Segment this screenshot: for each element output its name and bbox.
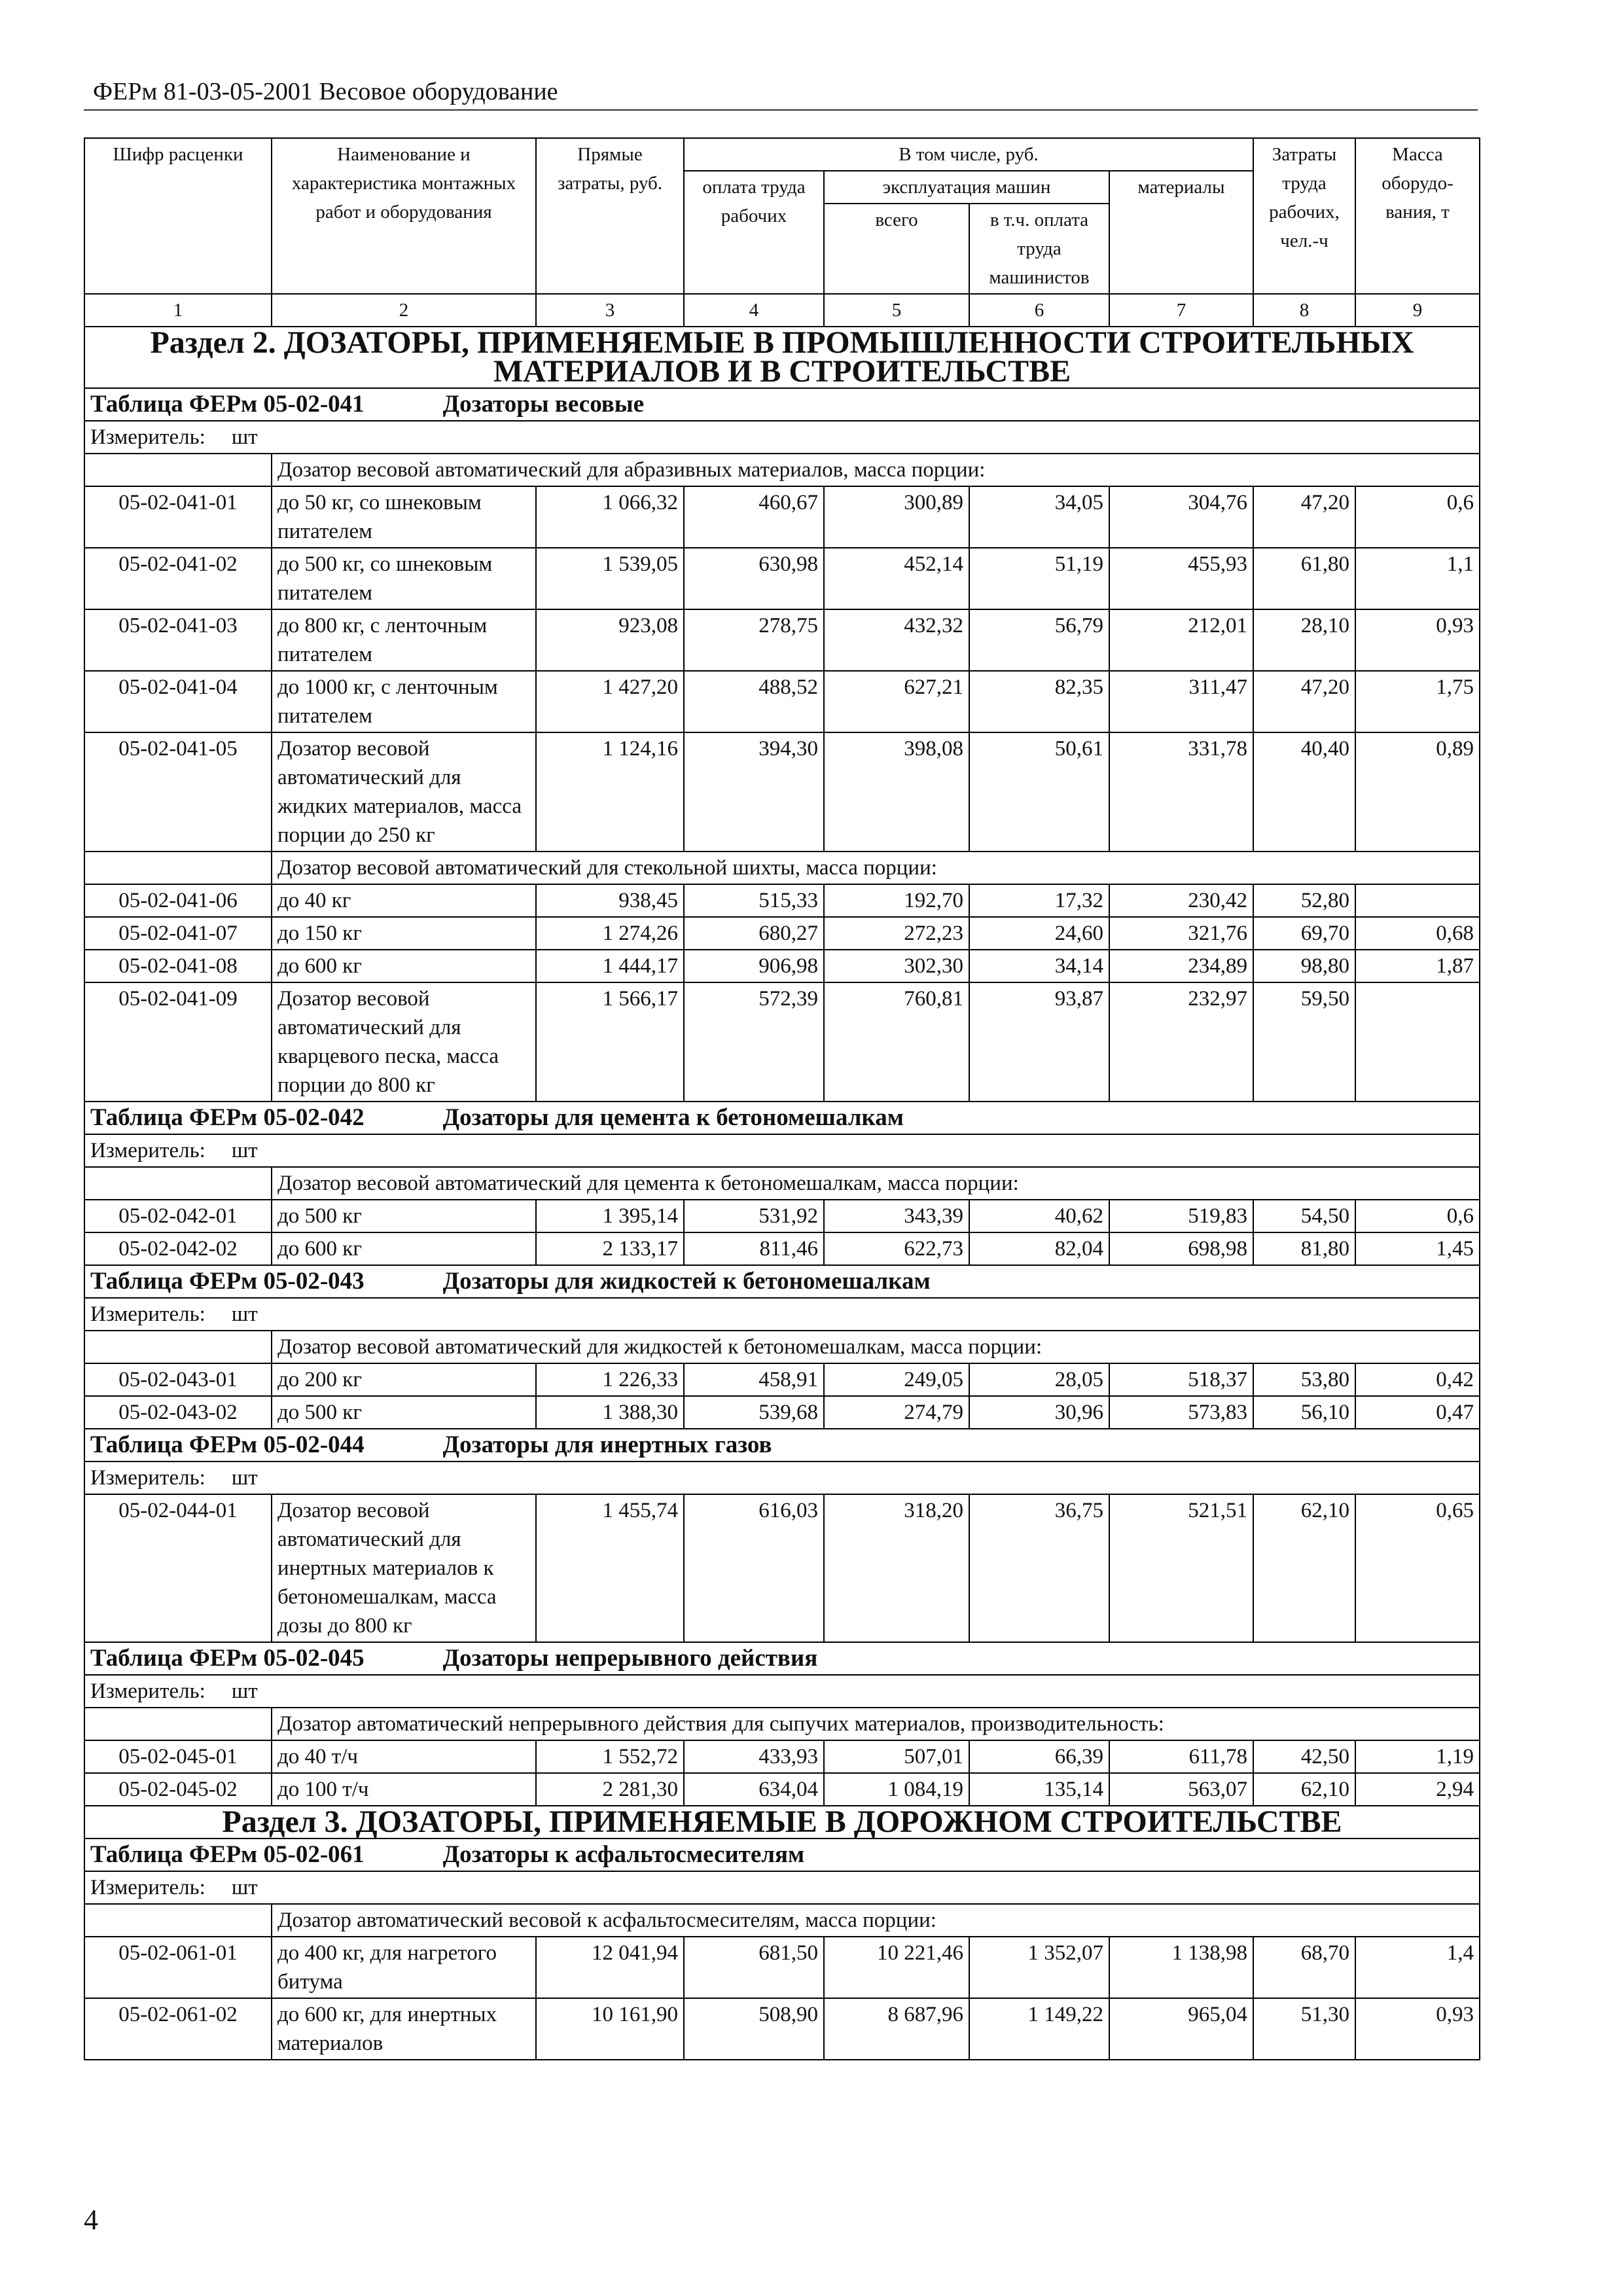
labor-hours-cell: 54,50 [1253,1200,1355,1232]
direct-costs-cell: 1 427,20 [536,671,684,732]
group-empty-cell [84,1904,272,1937]
table-heading [84,1839,1480,1871]
labor-hours-cell: 56,10 [1253,1396,1355,1429]
work-name-cell: Дозатор весовой автоматический для инертных материалов к бетономешалкам, масса дозы до 800 кг [272,1494,536,1642]
col-header-code: Шифр расценки [84,138,272,294]
equipment-mass-cell [1355,982,1480,1102]
col-header-name: Наименование и характеристика монтажных работ и оборудования [272,138,536,294]
work-name-cell: Дозатор весовой автоматический для кварцевого песка, масса порции до 800 кг [272,982,536,1102]
group-empty-cell [84,1167,272,1200]
materials-cell: 304,76 [1109,486,1253,548]
materials-cell: 331,78 [1109,732,1253,852]
group-description: Дозатор автоматический весовой к асфальтосмесителям, масса порции: [272,1904,1480,1937]
machine-total-cell: 318,20 [824,1494,969,1642]
direct-costs-cell: 1 455,74 [536,1494,684,1642]
table-row [84,950,1480,982]
operators-pay-cell: 40,62 [969,1200,1109,1232]
machine-total-cell: 452,14 [824,548,969,609]
work-name-cell: до 600 кг, для инертных материалов [272,1998,536,2060]
measure-row [84,1675,1480,1708]
workers-pay-cell: 906,98 [684,950,824,982]
table-row [84,884,1480,917]
table-row [84,486,1480,548]
equipment-mass-cell: 1,19 [1355,1740,1480,1773]
measure-unit: шт [231,1302,258,1326]
machine-total-cell: 432,32 [824,609,969,671]
table-heading [84,1265,1480,1298]
table-caption: Дозаторы к асфальтосмесителям [442,1841,805,1868]
column-number: 2 [272,294,536,327]
materials-cell: 455,93 [1109,548,1253,609]
operators-pay-cell: 1 352,07 [969,1937,1109,1998]
direct-costs-cell: 1 395,14 [536,1200,684,1232]
operators-pay-cell: 82,04 [969,1232,1109,1265]
group-description: Дозатор весовой автоматический для цемента к бетономешалкам, масса порции: [272,1167,1480,1200]
direct-costs-cell: 1 124,16 [536,732,684,852]
table-heading-row [84,1429,1480,1462]
machine-total-cell: 272,23 [824,917,969,950]
column-number: 7 [1109,294,1253,327]
column-number: 5 [824,294,969,327]
measure-cell [84,1134,1480,1167]
operators-pay-cell: 66,39 [969,1740,1109,1773]
table-row [84,1998,1480,2060]
work-name-cell: до 200 кг [272,1363,536,1396]
direct-costs-cell: 1 274,26 [536,917,684,950]
equipment-mass-cell: 1,45 [1355,1232,1480,1265]
rate-code-cell: 05-02-041-09 [84,982,272,1102]
direct-costs-cell: 1 444,17 [536,950,684,982]
workers-pay-cell: 458,91 [684,1363,824,1396]
labor-hours-cell: 81,80 [1253,1232,1355,1265]
operators-pay-cell: 28,05 [969,1363,1109,1396]
group-row [84,1167,1480,1200]
column-number: 8 [1253,294,1355,327]
table-code: Таблица ФЕРм 05-02-042 [90,1104,365,1131]
operators-pay-cell: 36,75 [969,1494,1109,1642]
table-row [84,609,1480,671]
measure-label: Измеритель: [90,1679,205,1703]
measure-cell [84,421,1480,454]
labor-hours-cell: 51,30 [1253,1998,1355,2060]
machine-total-cell: 10 221,46 [824,1937,969,1998]
work-name-cell: до 500 кг [272,1396,536,1429]
section-title: Раздел 2. ДОЗАТОРЫ, ПРИМЕНЯЕМЫЕ В ПРОМЫШЛЕННОСТИ СТРОИТЕЛЬНЫХ МАТЕРИАЛОВ И В СТРОИТЕЛЬСТВЕ [84,327,1480,388]
rate-code-cell: 05-02-041-07 [84,917,272,950]
equipment-mass-cell: 0,68 [1355,917,1480,950]
col-header-workers-pay: оплата труда рабочих [684,171,824,294]
table-row [84,1740,1480,1773]
materials-cell: 232,97 [1109,982,1253,1102]
direct-costs-cell: 10 161,90 [536,1998,684,2060]
group-description: Дозатор автоматический непрерывного действия для сыпучих материалов, производительность: [272,1708,1480,1740]
measure-unit: шт [231,1876,258,1899]
equipment-mass-cell: 0,6 [1355,1200,1480,1232]
equipment-mass-cell: 0,89 [1355,732,1480,852]
work-name-cell: Дозатор весовой автоматический для жидких материалов, масса порции до 250 кг [272,732,536,852]
direct-costs-cell: 938,45 [536,884,684,917]
labor-hours-cell: 47,20 [1253,671,1355,732]
workers-pay-cell: 531,92 [684,1200,824,1232]
machine-total-cell: 627,21 [824,671,969,732]
measure-unit: шт [231,425,258,449]
machine-total-cell: 760,81 [824,982,969,1102]
group-empty-cell [84,1331,272,1363]
equipment-mass-cell: 0,42 [1355,1363,1480,1396]
equipment-mass-cell: 1,1 [1355,548,1480,609]
measure-row [84,1134,1480,1167]
table-row [84,982,1480,1102]
workers-pay-cell: 508,90 [684,1998,824,2060]
direct-costs-cell: 1 066,32 [536,486,684,548]
page-header: ФЕРм 81-03-05-2001 Весовое оборудование [93,78,558,105]
labor-hours-cell: 98,80 [1253,950,1355,982]
machine-total-cell: 192,70 [824,884,969,917]
workers-pay-cell: 681,50 [684,1937,824,1998]
table-caption: Дозаторы для инертных газов [442,1431,772,1458]
equipment-mass-cell: 0,93 [1355,609,1480,671]
work-name-cell: до 400 кг, для нагретого битума [272,1937,536,1998]
group-empty-cell [84,454,272,486]
workers-pay-cell: 811,46 [684,1232,824,1265]
table-code: Таблица ФЕРм 05-02-044 [90,1431,365,1458]
table-code: Таблица ФЕРм 05-02-061 [90,1841,365,1868]
measure-unit: шт [231,1466,258,1490]
rate-code-cell: 05-02-041-05 [84,732,272,852]
table-row [84,671,1480,732]
group-description: Дозатор весовой автоматический для стекольной шихты, масса порции: [272,852,1480,884]
machine-total-cell: 302,30 [824,950,969,982]
table-heading [84,388,1480,421]
equipment-mass-cell: 1,4 [1355,1937,1480,1998]
table-code: Таблица ФЕРм 05-02-045 [90,1645,365,1672]
equipment-mass-cell: 1,75 [1355,671,1480,732]
workers-pay-cell: 278,75 [684,609,824,671]
machine-total-cell: 507,01 [824,1740,969,1773]
rate-code-cell: 05-02-045-02 [84,1773,272,1806]
column-number-row [84,294,1480,327]
table-row [84,548,1480,609]
rate-code-cell: 05-02-041-02 [84,548,272,609]
work-name-cell: до 600 кг [272,950,536,982]
labor-hours-cell: 59,50 [1253,982,1355,1102]
operators-pay-cell: 93,87 [969,982,1109,1102]
table-heading-row [84,1839,1480,1871]
group-row [84,1331,1480,1363]
labor-hours-cell: 47,20 [1253,486,1355,548]
table-row [84,1396,1480,1429]
operators-pay-cell: 1 149,22 [969,1998,1109,2060]
workers-pay-cell: 539,68 [684,1396,824,1429]
work-name-cell: до 500 кг, со шнековым питателем [272,548,536,609]
rate-code-cell: 05-02-061-02 [84,1998,272,2060]
materials-cell: 521,51 [1109,1494,1253,1642]
operators-pay-cell: 82,35 [969,671,1109,732]
workers-pay-cell: 460,67 [684,486,824,548]
column-number: 3 [536,294,684,327]
work-name-cell: до 40 кг [272,884,536,917]
measure-cell [84,1675,1480,1708]
operators-pay-cell: 34,14 [969,950,1109,982]
materials-cell: 563,07 [1109,1773,1253,1806]
materials-cell: 519,83 [1109,1200,1253,1232]
table-heading [84,1429,1480,1462]
materials-cell: 230,42 [1109,884,1253,917]
equipment-mass-cell [1355,884,1480,917]
measure-label: Измеритель: [90,1466,205,1490]
work-name-cell: до 50 кг, со шнековым питателем [272,486,536,548]
column-number: 9 [1355,294,1480,327]
materials-cell: 212,01 [1109,609,1253,671]
materials-cell: 518,37 [1109,1363,1253,1396]
workers-pay-cell: 515,33 [684,884,824,917]
labor-hours-cell: 61,80 [1253,548,1355,609]
machine-total-cell: 274,79 [824,1396,969,1429]
machine-total-cell: 343,39 [824,1200,969,1232]
work-name-cell: до 100 т/ч [272,1773,536,1806]
page-number: 4 [84,2204,98,2236]
table-caption: Дозаторы непрерывного действия [442,1645,818,1672]
rate-code-cell: 05-02-041-06 [84,884,272,917]
operators-pay-cell: 56,79 [969,609,1109,671]
materials-cell: 573,83 [1109,1396,1253,1429]
col-header-machine-operation: эксплуатация машин [824,171,1109,204]
group-row [84,1904,1480,1937]
machine-total-cell: 8 687,96 [824,1998,969,2060]
machine-total-cell: 1 084,19 [824,1773,969,1806]
work-name-cell: до 500 кг [272,1200,536,1232]
measure-cell [84,1871,1480,1904]
group-row [84,454,1480,486]
table-heading [84,1642,1480,1675]
workers-pay-cell: 488,52 [684,671,824,732]
col-header-direct-costs: Прямые затраты, руб. [536,138,684,294]
column-number: 6 [969,294,1109,327]
measure-label: Измеритель: [90,1302,205,1326]
measure-row [84,1871,1480,1904]
workers-pay-cell: 433,93 [684,1740,824,1773]
equipment-mass-cell: 0,93 [1355,1998,1480,2060]
workers-pay-cell: 572,39 [684,982,824,1102]
price-table [84,137,1480,2060]
workers-pay-cell: 394,30 [684,732,824,852]
operators-pay-cell: 51,19 [969,548,1109,609]
rate-code-cell: 05-02-042-02 [84,1232,272,1265]
operators-pay-cell: 135,14 [969,1773,1109,1806]
measure-label: Измеритель: [90,425,205,449]
materials-cell: 965,04 [1109,1998,1253,2060]
table-row [84,1200,1480,1232]
section-row [84,1806,1480,1839]
direct-costs-cell: 1 388,30 [536,1396,684,1429]
column-number: 4 [684,294,824,327]
operators-pay-cell: 34,05 [969,486,1109,548]
machine-total-cell: 249,05 [824,1363,969,1396]
labor-hours-cell: 42,50 [1253,1740,1355,1773]
measure-cell [84,1462,1480,1494]
measure-row [84,421,1480,454]
header-rule [84,109,1478,111]
work-name-cell: до 800 кг, с ленточным питателем [272,609,536,671]
table-row [84,732,1480,852]
col-header-operators-pay: в т.ч. оплата труда машинистов [969,204,1109,294]
labor-hours-cell: 40,40 [1253,732,1355,852]
rate-code-cell: 05-02-061-01 [84,1937,272,1998]
table-heading-row [84,1265,1480,1298]
rate-code-cell: 05-02-043-02 [84,1396,272,1429]
labor-hours-cell: 28,10 [1253,609,1355,671]
table-row [84,1232,1480,1265]
direct-costs-cell: 1 539,05 [536,548,684,609]
measure-row [84,1298,1480,1331]
group-empty-cell [84,852,272,884]
direct-costs-cell: 2 133,17 [536,1232,684,1265]
col-header-materials: материалы [1109,171,1253,294]
direct-costs-cell: 12 041,94 [536,1937,684,1998]
labor-hours-cell: 62,10 [1253,1773,1355,1806]
labor-hours-cell: 53,80 [1253,1363,1355,1396]
direct-costs-cell: 1 552,72 [536,1740,684,1773]
measure-label: Измеритель: [90,1139,205,1162]
table-caption: Дозаторы для жидкостей к бетономешалкам [442,1268,931,1295]
operators-pay-cell: 17,32 [969,884,1109,917]
measure-unit: шт [231,1139,258,1162]
equipment-mass-cell: 0,65 [1355,1494,1480,1642]
table-row [84,1773,1480,1806]
table-heading [84,1102,1480,1134]
rate-code-cell: 05-02-041-03 [84,609,272,671]
machine-total-cell: 622,73 [824,1232,969,1265]
materials-cell: 234,89 [1109,950,1253,982]
direct-costs-cell: 923,08 [536,609,684,671]
equipment-mass-cell: 0,47 [1355,1396,1480,1429]
measure-label: Измеритель: [90,1876,205,1899]
equipment-mass-cell: 2,94 [1355,1773,1480,1806]
equipment-mass-cell: 0,6 [1355,486,1480,548]
table-row [84,1937,1480,1998]
table-code: Таблица ФЕРм 05-02-041 [90,391,365,418]
operators-pay-cell: 50,61 [969,732,1109,852]
materials-cell: 311,47 [1109,671,1253,732]
measure-unit: шт [231,1679,258,1703]
group-empty-cell [84,1708,272,1740]
materials-cell: 321,76 [1109,917,1253,950]
machine-total-cell: 300,89 [824,486,969,548]
work-name-cell: до 1000 кг, с ленточным питателем [272,671,536,732]
workers-pay-cell: 630,98 [684,548,824,609]
col-header-mass: Масса оборудо-вания, т [1355,138,1480,294]
table-row [84,1494,1480,1642]
workers-pay-cell: 680,27 [684,917,824,950]
col-header-labor-costs: Затраты труда рабочих, чел.-ч [1253,138,1355,294]
rate-code-cell: 05-02-043-01 [84,1363,272,1396]
direct-costs-cell: 1 566,17 [536,982,684,1102]
materials-cell: 611,78 [1109,1740,1253,1773]
labor-hours-cell: 52,80 [1253,884,1355,917]
table-code: Таблица ФЕРм 05-02-043 [90,1268,365,1295]
table-heading-row [84,1642,1480,1675]
operators-pay-cell: 24,60 [969,917,1109,950]
materials-cell: 1 138,98 [1109,1937,1253,1998]
labor-hours-cell: 62,10 [1253,1494,1355,1642]
workers-pay-cell: 616,03 [684,1494,824,1642]
measure-row [84,1462,1480,1494]
column-number: 1 [84,294,272,327]
table-caption: Дозаторы для цемента к бетономешалкам [442,1104,904,1131]
section-row [84,327,1480,388]
col-header-including: В том числе, руб. [684,138,1253,171]
work-name-cell: до 40 т/ч [272,1740,536,1773]
rate-code-cell: 05-02-041-08 [84,950,272,982]
materials-cell: 698,98 [1109,1232,1253,1265]
table-heading-row [84,388,1480,421]
direct-costs-cell: 1 226,33 [536,1363,684,1396]
rate-code-cell: 05-02-044-01 [84,1494,272,1642]
equipment-mass-cell: 1,87 [1355,950,1480,982]
group-description: Дозатор весовой автоматический для абразивных материалов, масса порции: [272,454,1480,486]
section-title: Раздел 3. ДОЗАТОРЫ, ПРИМЕНЯЕМЫЕ В ДОРОЖНОМ СТРОИТЕЛЬСТВЕ [84,1806,1480,1839]
machine-total-cell: 398,08 [824,732,969,852]
col-header-machine-total: всего [824,204,969,294]
workers-pay-cell: 634,04 [684,1773,824,1806]
table-heading-row [84,1102,1480,1134]
group-row [84,1708,1480,1740]
rate-code-cell: 05-02-041-04 [84,671,272,732]
operators-pay-cell: 30,96 [969,1396,1109,1429]
rate-code-cell: 05-02-041-01 [84,486,272,548]
table-row [84,1363,1480,1396]
work-name-cell: до 150 кг [272,917,536,950]
measure-cell [84,1298,1480,1331]
labor-hours-cell: 68,70 [1253,1937,1355,1998]
group-description: Дозатор весовой автоматический для жидкостей к бетономешалкам, масса порции: [272,1331,1480,1363]
labor-hours-cell: 69,70 [1253,917,1355,950]
table-caption: Дозаторы весовые [442,391,645,418]
group-row [84,852,1480,884]
rate-code-cell: 05-02-045-01 [84,1740,272,1773]
table-row [84,917,1480,950]
rate-code-cell: 05-02-042-01 [84,1200,272,1232]
direct-costs-cell: 2 281,30 [536,1773,684,1806]
work-name-cell: до 600 кг [272,1232,536,1265]
